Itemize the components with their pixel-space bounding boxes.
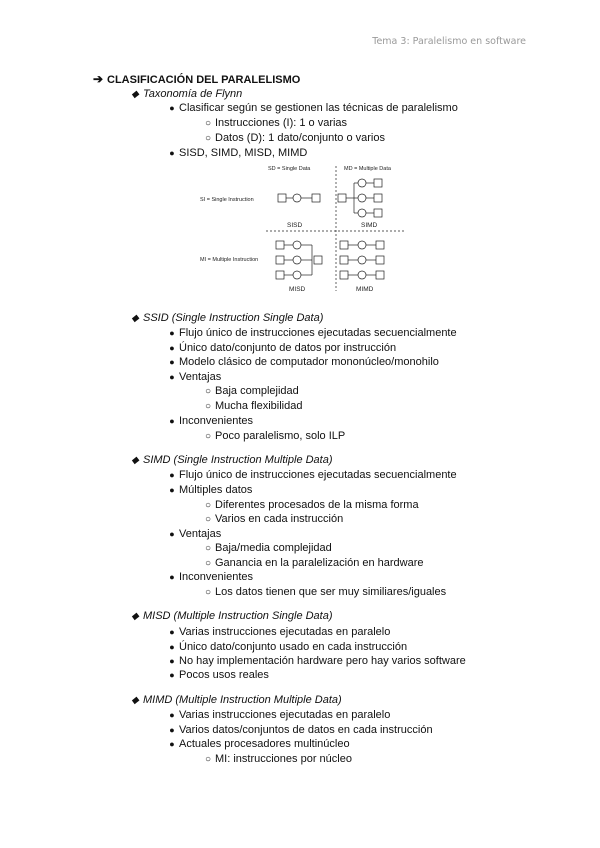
list-item	[165, 625, 390, 639]
diamond-bullet-icon: ◆	[131, 695, 139, 706]
list-item	[165, 414, 253, 428]
list-item-text: Inconvenientes	[179, 571, 253, 583]
list-item	[165, 640, 407, 654]
list-item-text: Mucha flexibilidad	[215, 400, 303, 412]
list-item	[165, 370, 221, 384]
list-item-text: Los datos tienen que ser muy similiares/iguales	[215, 586, 447, 598]
bullet-icon: ●	[169, 656, 175, 666]
list-item-text: No hay implementación hardware pero hay varios software	[179, 655, 466, 667]
list-item	[165, 341, 396, 355]
list-item-text: Varios en cada instrucción	[215, 513, 344, 525]
circle-bullet-icon: ○	[204, 133, 212, 144]
ssid-heading-text: SSID (Single Instruction Single Data)	[143, 312, 324, 324]
list-item	[165, 654, 466, 668]
list-item	[201, 429, 345, 444]
section-title	[89, 72, 300, 87]
circle-bullet-icon: ○	[204, 401, 212, 412]
list-item	[165, 723, 433, 737]
circle-bullet-icon: ○	[204, 514, 212, 525]
list-item	[165, 468, 457, 482]
list-item-text: Flujo único de instrucciones ejecutadas secuencialmente	[179, 327, 457, 339]
list-item-text: Modelo clásico de computador mononúcleo/monohilo	[179, 356, 439, 368]
list-item-text: Baja/media complejidad	[215, 542, 332, 554]
list-item	[201, 498, 419, 513]
mimd-label: MIMD	[356, 286, 374, 293]
section-title-text: CLASIFICACIÓN DEL PARALELISMO	[107, 74, 301, 86]
list-item-text: Ventajas	[179, 371, 222, 383]
sisd-label: SISD	[287, 222, 303, 229]
list-item	[165, 708, 390, 722]
misd-heading-text: MISD (Multiple Instruction Single Data)	[143, 610, 333, 622]
bullet-icon: ●	[169, 529, 175, 539]
bullet-icon: ●	[169, 328, 175, 338]
list-item	[201, 131, 385, 146]
list-item	[165, 146, 307, 160]
circle-bullet-icon: ○	[204, 754, 212, 765]
bullet-icon: ●	[169, 470, 175, 480]
list-item	[201, 116, 347, 131]
bullet-icon: ●	[169, 670, 175, 680]
bullet-icon: ●	[169, 416, 175, 426]
list-item-text: Instrucciones (I): 1 o varias	[215, 117, 348, 129]
bullet-icon: ●	[169, 739, 175, 749]
list-item-text: Baja complejidad	[215, 385, 299, 397]
circle-bullet-icon: ○	[204, 558, 212, 569]
list-item-text: Ganancia en la paralelización en hardware	[215, 557, 424, 569]
list-item	[165, 101, 458, 115]
bullet-icon: ●	[169, 343, 175, 353]
bullet-icon: ●	[169, 372, 175, 382]
bullet-icon: ●	[169, 148, 175, 158]
list-item	[165, 326, 457, 340]
simd-heading	[127, 453, 333, 468]
list-item-text: Pocos usos reales	[179, 669, 269, 681]
ssid-heading	[127, 311, 323, 326]
misd-label: MISD	[289, 286, 306, 293]
md-label: MD = Multiple Data	[344, 166, 391, 172]
arrow-icon: ➔	[92, 72, 104, 86]
list-item-text: Varias instrucciones ejecutadas en paralelo	[179, 709, 391, 721]
diamond-bullet-icon: ◆	[131, 455, 139, 466]
sd-label: SD = Single Data	[268, 166, 311, 172]
list-item	[201, 399, 302, 414]
diamond-bullet-icon: ◆	[131, 89, 139, 100]
si-label: SI = Single Instruction	[200, 197, 254, 203]
simd-label: SIMD	[361, 222, 378, 229]
list-item-text: Único dato/conjunto de datos por instrucción	[179, 342, 397, 354]
list-item-text: Único dato/conjunto usado en cada instrucción	[179, 641, 408, 653]
flynn-taxonomy-diagram	[196, 163, 406, 295]
list-item-text: Varias instrucciones ejecutadas en paralelo	[179, 626, 391, 638]
mi-label: MI = Multiple Instruction	[200, 257, 259, 263]
bullet-icon: ●	[169, 103, 175, 113]
list-item-text: Datos (D): 1 dato/conjunto o varios	[215, 132, 385, 144]
bullet-icon: ●	[169, 357, 175, 367]
list-item-text: Inconvenientes	[179, 415, 253, 427]
circle-bullet-icon: ○	[204, 386, 212, 397]
circle-bullet-icon: ○	[204, 500, 212, 511]
list-item-text: Varios datos/conjuntos de datos en cada instrucción	[179, 724, 433, 736]
list-item-text: Ventajas	[179, 528, 222, 540]
bullet-icon: ●	[169, 572, 175, 582]
list-item	[201, 556, 424, 571]
flynn-heading-text: Taxonomía de Flynn	[143, 88, 243, 100]
list-item	[165, 355, 439, 369]
list-item-text: Poco paralelismo, solo ILP	[215, 430, 346, 442]
circle-bullet-icon: ○	[204, 118, 212, 129]
list-item-text: Actuales procesadores multinúcleo	[179, 738, 350, 750]
list-item	[201, 512, 343, 527]
list-item	[165, 737, 350, 751]
bullet-icon: ●	[169, 725, 175, 735]
list-item	[201, 384, 299, 399]
list-item-text: Múltiples datos	[179, 484, 253, 496]
mimd-heading	[127, 693, 342, 708]
list-item-text: Diferentes procesados de la misma forma	[215, 499, 419, 511]
bullet-icon: ●	[169, 642, 175, 652]
circle-bullet-icon: ○	[204, 543, 212, 554]
circle-bullet-icon: ○	[204, 431, 212, 442]
diamond-bullet-icon: ◆	[131, 611, 139, 622]
bullet-icon: ●	[169, 710, 175, 720]
mimd-heading-text: MIMD (Multiple Instruction Multiple Data)	[143, 694, 342, 706]
circle-bullet-icon: ○	[204, 587, 212, 598]
list-item-text: MI: instrucciones por núcleo	[215, 753, 352, 765]
list-item-text: SISD, SIMD, MISD, MIMD	[179, 147, 308, 159]
bullet-icon: ●	[169, 485, 175, 495]
simd-heading-text: SIMD (Single Instruction Multiple Data)	[143, 454, 333, 466]
list-item	[201, 585, 446, 600]
list-item	[201, 752, 352, 767]
diamond-bullet-icon: ◆	[131, 313, 139, 324]
flynn-heading	[127, 87, 242, 102]
list-item	[165, 483, 252, 497]
bullet-icon: ●	[169, 627, 175, 637]
list-item	[165, 527, 221, 541]
list-item	[165, 570, 253, 584]
list-item-text: Clasificar según se gestionen las técnicas de paralelismo	[179, 102, 458, 114]
list-item	[201, 541, 332, 556]
misd-heading	[127, 609, 333, 624]
list-item	[165, 668, 269, 682]
running-header: Tema 3: Paralelismo en software	[372, 36, 526, 47]
list-item-text: Flujo único de instrucciones ejecutadas secuencialmente	[179, 469, 457, 481]
